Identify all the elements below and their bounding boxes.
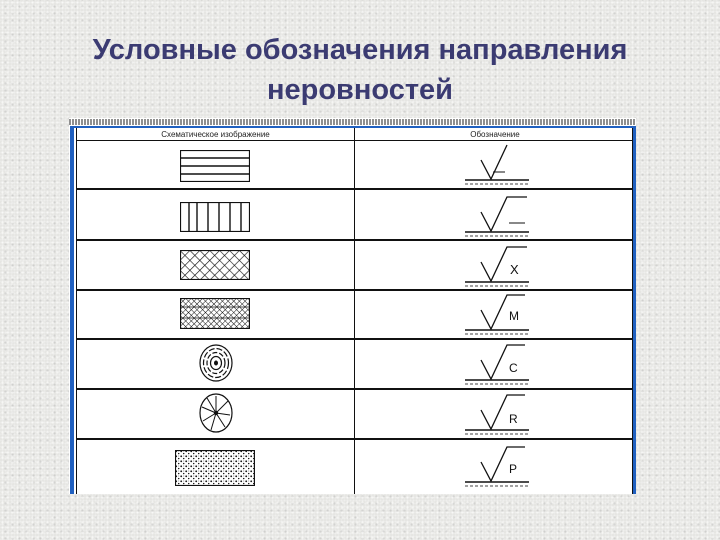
symbol-mark-6: R (509, 412, 518, 426)
roughness-symbol-parallel (459, 142, 539, 190)
symbol-mark-4: M (509, 309, 519, 323)
roughness-symbol-point (459, 440, 539, 490)
circular-pattern (199, 344, 233, 382)
roughness-symbol-crossed (459, 240, 539, 290)
scanned-table (69, 118, 636, 494)
roughness-symbol-radial (459, 390, 539, 438)
roughness-symbol-perpendicular (459, 190, 539, 240)
crossed-lines-pattern (180, 250, 250, 280)
symbol-mark-7: P (509, 462, 518, 476)
left-blue-rule (70, 126, 74, 494)
parallel-lines-pattern (180, 150, 250, 182)
symbol-mark-3: X (510, 262, 519, 277)
radial-pattern (199, 393, 233, 433)
slide-title (0, 30, 720, 110)
row-divider-3 (76, 289, 633, 291)
roughness-symbol-circular (459, 340, 539, 389)
slide-title-line-1: Условные обозначения направления (92, 34, 628, 66)
arbitrary-pattern (180, 298, 250, 329)
point-pattern (175, 450, 255, 486)
row-divider-1 (76, 188, 633, 190)
row-divider-2 (76, 239, 633, 241)
table-caption (69, 119, 636, 125)
row-divider-5 (76, 388, 633, 390)
symbol-mark-5: C (509, 361, 518, 375)
perpendicular-lines-pattern (180, 202, 250, 232)
top-blue-rule (70, 126, 636, 128)
header-scheme: Схематическое изображение (161, 130, 270, 139)
slide-title-line-2: неровностей (266, 74, 454, 106)
row-divider-4 (76, 338, 633, 340)
roughness-symbol-arbitrary (459, 290, 539, 339)
right-blue-rule (633, 126, 636, 494)
header-symbol: Обозначение (470, 130, 520, 139)
row-divider-6 (76, 438, 633, 440)
